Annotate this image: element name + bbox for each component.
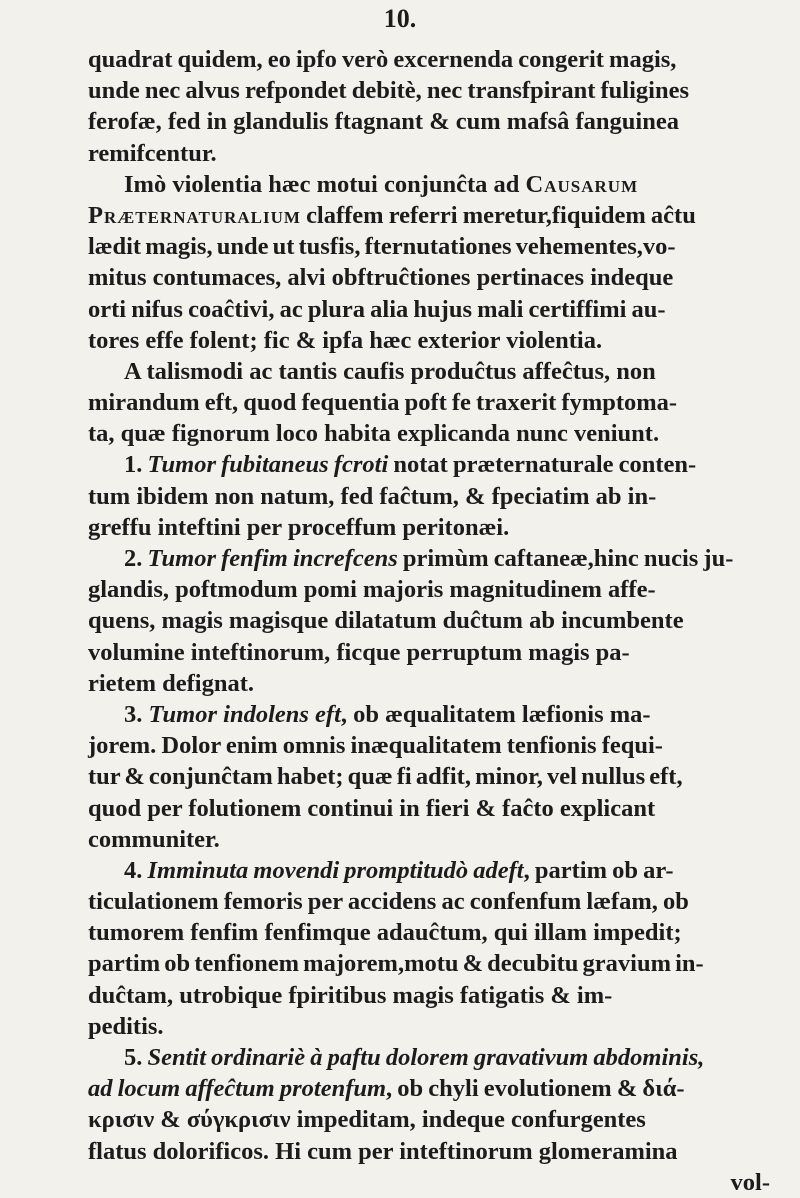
item-text: , ob æqualitatem læfionis ma- <box>340 700 651 728</box>
text-line <box>88 449 770 480</box>
text-line: unde nec alvus refpondet debitè, nec transfpirant fuligines <box>88 77 689 105</box>
text-line: tum ibidem non natum, fed faĉtum, & fpeciatim ab in- <box>88 482 657 510</box>
text-line: partim ob tenfionem majorem,motu & decubitu gravium in- <box>88 950 704 978</box>
text-line: quadrat quidem, eo ipfo verò excernenda congerit magis, <box>88 46 677 73</box>
text-line: rietem defignat. <box>88 669 254 697</box>
text-line: ferofæ, fed in glandulis ftagnant & cum mafsâ fanguinea <box>88 108 679 136</box>
item-heading: Imminuta movendi promptitudò adeft <box>147 856 524 884</box>
small-caps-term: Præternaturalium <box>88 201 301 229</box>
item-heading: Sentit ordinariè à paftu dolorem gravativum abdominis, <box>147 1044 705 1071</box>
text-line: Præternaturalium claffem referri meretur,fiquidem aĉtu <box>88 201 696 229</box>
text-line-part: Imò violentia hæc motui conjunĉta ad Causarum <box>124 170 639 198</box>
text-line: quens, magis magisque dilatatum duĉtum ab incumbente <box>88 607 684 635</box>
small-caps-term: Causarum <box>525 170 639 198</box>
catchword: vol- <box>730 1168 770 1196</box>
item-text: , partim ob ar- <box>523 856 674 884</box>
item-number: 5. <box>124 1044 148 1071</box>
text-line <box>88 543 770 574</box>
item-heading: Tumor indolens eft <box>148 700 341 728</box>
item-text: , ob chyli evolutionem & διά- <box>386 1075 685 1103</box>
item-number: 3. <box>124 700 149 728</box>
text-line: ticulationem femoris per accidens ac confenfum læfam, ob <box>88 888 689 916</box>
text-line <box>88 855 770 886</box>
text-line: mitus contumaces, alvi obftruĉtiones pertinaces indeque <box>88 264 674 292</box>
text-line: flatus dolorificos. Hi cum per inteftinorum glomeramina <box>88 1137 678 1165</box>
text-line: tur & conjunĉtam habet; quæ fi adfit, minor, vel nullus eft, <box>88 763 683 791</box>
text-line: peditis. <box>88 1012 164 1040</box>
body-text <box>88 44 770 1198</box>
text-line: duĉtam, utrobique fpiritibus magis fatigatis & im- <box>88 981 613 1009</box>
text-line: A talismodi ac tantis caufis produĉtus affeĉtus, non <box>124 357 656 385</box>
text-line <box>88 1073 770 1104</box>
text-line: orti nifus coaĉtivi, ac plura alia hujus mali certiffimi au- <box>88 295 666 323</box>
text-line: κρισιν & σύγκρισιν impeditam, indeque confurgentes <box>88 1106 646 1134</box>
text-line: communiter. <box>88 825 220 853</box>
item-heading: ad locum affeĉtum protenfum <box>88 1075 387 1103</box>
text-line: volumine inteftinorum, ficque perruptum magis pa- <box>88 638 630 666</box>
item-text: notat præternaturale conten- <box>388 451 697 479</box>
item-heading: Tumor fenfim increfcens <box>147 545 398 572</box>
text-line: remifcentur. <box>88 139 217 167</box>
item-heading: Tumor fubitaneus fcroti <box>147 451 389 479</box>
text-line <box>88 169 770 200</box>
text-line: ta, quæ fignorum loco habita explicanda nunc veniunt. <box>88 420 660 448</box>
text-line <box>88 699 770 730</box>
text-line: tumorem fenfim fenfimque adauĉtum, qui illam impedit; <box>88 919 682 947</box>
item-number: 4. <box>124 856 148 884</box>
text-line: tores effe folent; fic & ipfa hæc exterior violentia. <box>88 326 603 354</box>
text-line: greffu inteftini per proceffum peritonæi. <box>88 513 510 541</box>
text-line: glandis, poftmodum pomi majoris magnitudinem affe- <box>88 576 656 604</box>
page-number: 10. <box>383 4 417 33</box>
item-number: 2. <box>124 545 148 572</box>
item-number: 1. <box>124 451 148 479</box>
text-line: lædit magis, unde ut tusfis, fternutationes vehementes,vo- <box>88 233 676 261</box>
text-line: mirandum eft, quod fequentia poft fe traxerit fymptoma- <box>88 389 678 417</box>
text-line: quod per folutionem continui in fieri & faĉto explicant <box>88 794 656 822</box>
text-line <box>88 1042 770 1073</box>
item-text: primùm caftaneæ,hinc nucis ju- <box>397 545 734 572</box>
text-line: jorem. Dolor enim omnis inæqualitatem tenfionis fequi- <box>88 732 663 760</box>
